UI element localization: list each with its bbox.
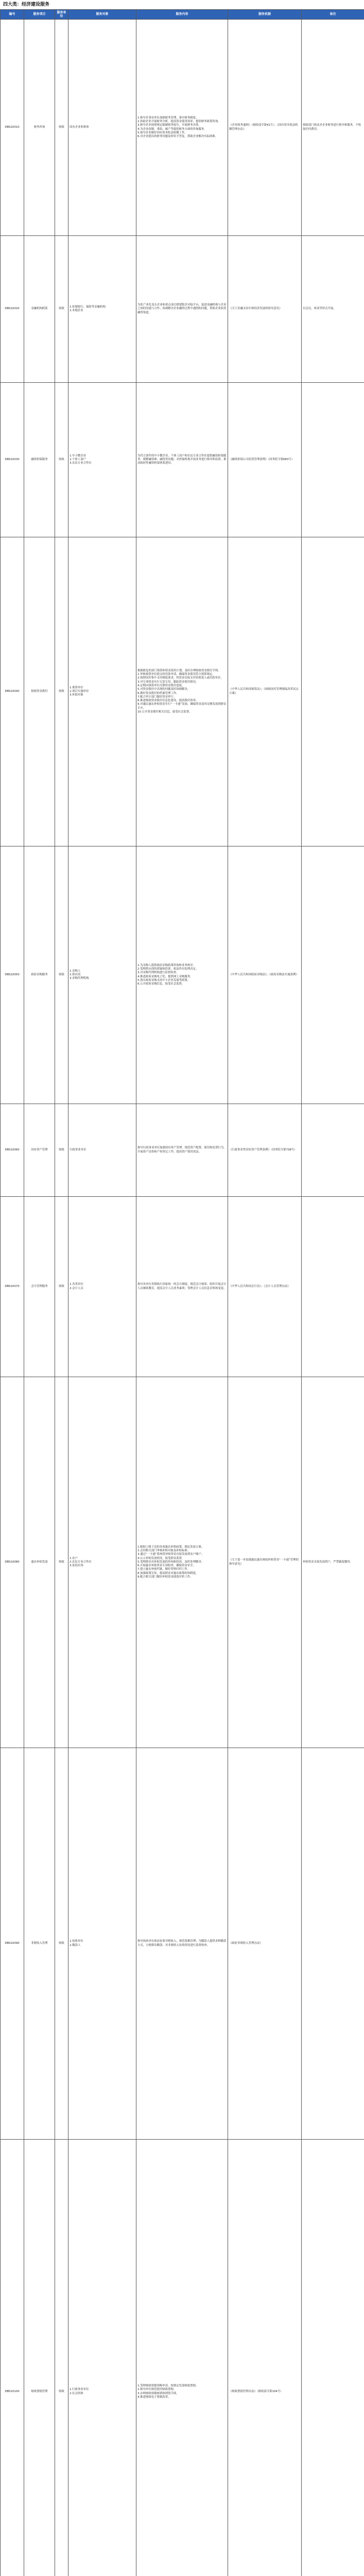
cell-object: 1.行政事业单位 2.社会团体 [70,2388,89,2395]
cell-unit: 财政 [55,20,68,236]
cell-content: 指导各单位贯彻执行国家统一的会计制度，规范会计核算；组织开展会计人员继续教育，提高会计人员业务素质；受理会计人员信息采集和变更。 [137,1283,227,1290]
cell-basis: 《关于金融支持实体经济发展的指导意见》 [229,307,282,311]
table-row [1,537,364,846]
cell-content: 指导行政事业单位加强国有资产管理，规范资产配置、使用和处置行为，开展资产清查和产权登记工作，提高资产使用效益。 [137,1146,227,1154]
cell-object: 1.驻地银行、保险等金融机构 2.本地企业 [70,305,106,312]
table-row [1,236,364,383]
cell-object: 1.中小微企业 2.个体工商户 3.农民专业合作社 [70,454,92,465]
cell-basis: 《关于进一步加强惠民惠农财政补贴资金“一卡通”管理的指导意见》 [229,1558,299,1566]
page-title: 四大类：经济建设服务 [3,2,50,7]
cell-no: DBS10020 [1,236,24,383]
cell-unit: 财政 [55,1197,68,1377]
column-header-basis: 服务依据 [228,10,302,20]
cell-object: 1.各类单位 2.会计人员 [70,1283,83,1290]
cell-content: 为符合条件的中小微企业、个体工商户和农民专业合作社提供融资担保服务，缓解融资难、融资贵问题；对担保机构开展业务进行指导和监督，推动政府性融资担保体系建设。 [137,454,227,465]
cell-basis: 《中华人民共和国预算法》；《财政国库管理制度改革试点方案》 [229,688,299,695]
cell-basis: 《融资担保公司监督管理条例》（国务院令第683号） [229,457,294,461]
cell-name: 惠农补贴发放 [24,1377,55,1748]
cell-content: 为驻产业化龙头企业和重点项目搭建银企对接平台，促进金融机构与企业之间的沟通与合作；协调解决企业融资过程中遇到的问题，帮助企业拓宽融资渠道。 [137,303,227,314]
table-row [1,1104,364,1197]
cell-name: 融资担保服务 [24,383,55,537]
cell-no: DBS10010 [1,20,24,236]
cell-no: DBS10090 [1,1748,24,2140]
cell-name: 财政票据管理 [24,2140,55,2576]
column-header-content: 服务内容 [136,10,228,20]
cell-unit: 财政 [55,846,68,1104]
cell-content: 1.受理财政票据领购申请，按规定发放财政票据。 2.指导单位规范使用财政票据。 3.办理财政票据核销和销毁手续。 4.推进财政电子票据改革。 [137,2384,199,2399]
cell-content: 1.指导企事业单位加强财务管理，落实财务制度。 2.协助企业开展财务分析，提高资金使用效率，提供财务政策咨询。 3.指导企业按照规定编制财务报告，开展财务决算。 4.为企业改制、重组、破产等提供财务方面的咨询服务。 5.指导企业做好国有资本收益收缴工作。 6.对企业提出的财务问题及时给予答复，帮助企业解决实际困难。 [137,116,221,139]
cell-name: 国有资产管理 [24,1104,55,1197]
cell-unit: 财政 [55,383,68,537]
cell-object: 行政事业单位 [70,1148,86,1151]
column-header-name: 服务项目 [24,10,55,20]
cell-object: 1.采购人 2.供应商 3.采购代理机构 [70,969,89,980]
cell-no: DBS10070 [1,1197,24,1377]
cell-basis: 《中华人民共和国会计法》；《会计人员管理办法》 [229,1284,290,1288]
cell-basis: 《财政票据管理办法》（财政部令第104号） [229,2389,283,2393]
column-header-no: 编号 [1,10,24,20]
table-row [1,20,364,236]
cell-no: DBS10100 [1,2140,24,2576]
cell-note: 补贴资金直接发放到户，严禁截留挪用。 [303,1560,353,1564]
cell-content: 根据批复的部门预算和资金使用计划，及时办理财政资金拨付手续。 1.审核预算单位提交的用款申请，确保资金使用符合预算规定。 2.按照国库集中支付制度要求，将资金直接支付给收款人或用款单位。 3.对专项资金实行专款专用，跟踪资金使用情况。 4.定期向预算单位反馈资金拨付进度。 5.对资金拨付中出现的问题及时协调解决。 6.做好资金拨付的档案管理工作。 7.配合审计部门做好资金审计。 8.推进财政资金拨付信息化建设，提高拨付效率。 9.对惠民惠农补贴资金实行“一卡通”发放，确保资金及时足额发放到群众手中。 10.公开资金拨付相关信息，接受社会监督。 [137,669,227,714]
cell-unit: 财政 [55,2140,68,2576]
cell-unit: 财政 [55,537,68,846]
cell-object: 1.执收单位 2.缴款人 [70,1940,83,1947]
cell-unit: 财政 [55,1104,68,1197]
cell-note: 财政部门依法对企业财务进行指导和服务，不收取任何费用。 [303,124,361,131]
column-header-unit: 服务单位 [55,10,68,20]
cell-name: 非税收入管理 [24,1748,55,2140]
table-row [1,1377,364,1748]
cell-unit: 财政 [55,1377,68,1748]
cell-name: 财务咨询 [24,20,55,236]
cell-content: 1.为采购人提供政府采购政策咨询和业务指导。 2.受理供应商的质疑和投诉，依法作出处理决定。 3.对采购代理机构进行监督检查。 4.推进政府采购电子化，提供网上采购服务。 5.落实政府采购支持中小企业发展等政策。 6.公开政府采购信息，接受社会监督。 [137,963,199,986]
column-header-object: 服务对象 [68,10,136,20]
cell-basis: 《行政事业性国有资产管理条例》（国务院令第738号） [229,1148,297,1151]
cell-object: 国有企业和集体 [70,125,89,129]
cell-object: 1.预算单位 2.项目实施单位 3.补助对象 [70,686,89,697]
cell-no: DBS10030 [1,383,24,537]
cell-content: 指导执收单位依法征收非税收入，规范票据管理；为缴款人提供多种缴款方式，方便群众缴款；对非税收入征收情况进行监督检查。 [137,1940,227,1947]
cell-basis: 《政府非税收入管理办法》 [229,1941,263,1945]
cell-name: 会计管理服务 [24,1197,55,1377]
column-header-note: 备注 [302,10,364,20]
service-table [0,9,364,2576]
cell-no: DBS10040 [1,537,24,846]
cell-name: 政府采购服务 [24,846,55,1104]
table-row [1,846,364,1104]
table-row [1,383,364,537]
cell-basis: 《企业财务通则》（财政部令第41号）；《国有资本收益收缴管理办法》 [229,124,298,131]
table-header-row [1,10,364,20]
cell-no: DBS10080 [1,1377,24,1748]
cell-content: 1.根据上级下达的各项惠农补贴政策，制定发放方案。 2.会同相关部门审核补贴对象及补贴标准。 3.通过“一卡通”系统将补贴资金直接发放到农户账户。 4.公示补贴发放情况，接受群众监督。 5.受理群众对补贴发放的咨询和投诉，及时处理解决。 6.开展惠农补贴资金专项检查，确保资金安全。 7.建立惠农补贴档案，做好资料归档工作。 8.加强政策宣传，提高群众对惠农政策的知晓度。 9.配合相关部门做好补贴资金绩效评价工作。 [137,1545,204,1579]
table-row [1,1748,364,2140]
cell-unit: 财政 [55,1748,68,2140]
cell-unit: 财政 [55,236,68,383]
table-row [1,1197,364,1377]
cell-no: DBS10050 [1,846,24,1104]
cell-name: 金融机构联系 [24,236,55,383]
cell-basis: 《中华人民共和国政府采购法》；《政府采购法实施条例》 [229,973,299,976]
table-row [1,2140,364,2576]
cell-no: DBS10060 [1,1104,24,1197]
cell-object: 1.农户 2.农民专业合作社 3.家庭农场 [70,1556,92,1568]
cell-note: 以会议、座谈等形式开展。 [303,307,336,311]
cell-name: 财政资金拨付 [24,537,55,846]
